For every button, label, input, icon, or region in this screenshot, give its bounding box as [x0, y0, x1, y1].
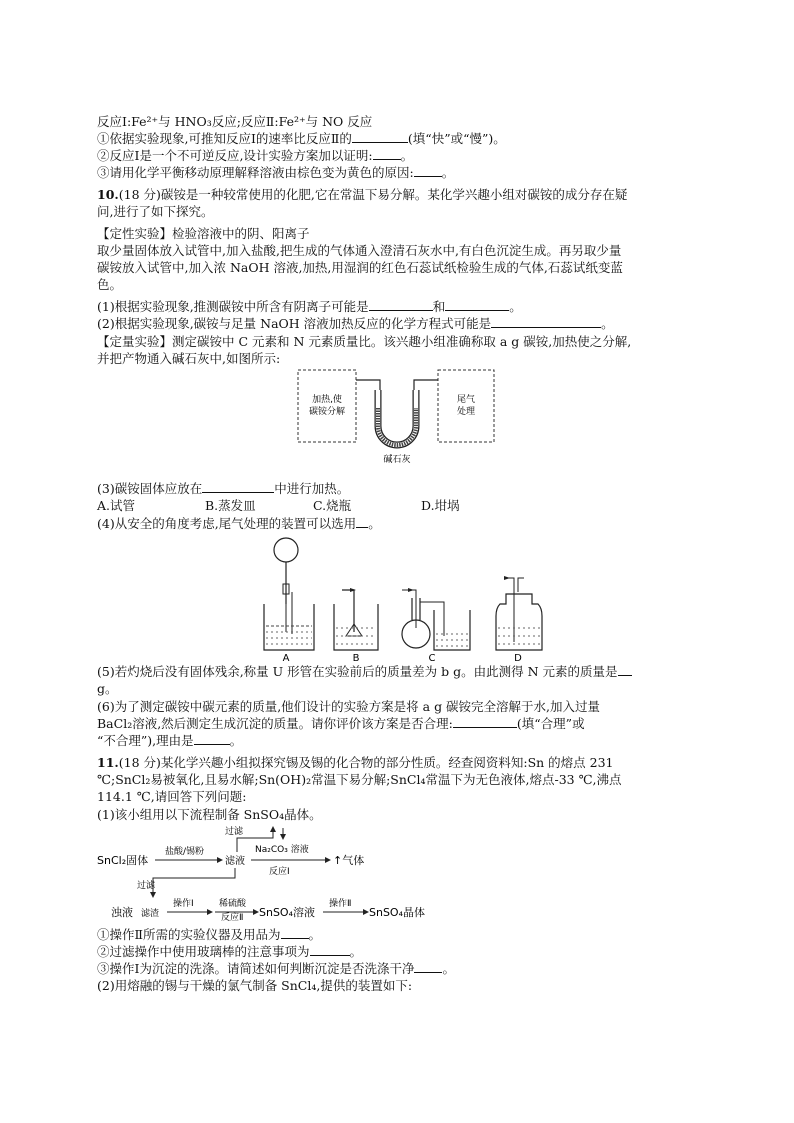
- sub-q2: (2)根据实验现象,碳铵与足量 NaOH 溶液加热反应的化学方程式可能是 。: [97, 316, 614, 331]
- answer-blank[interactable]: [352, 130, 408, 143]
- soda-lime-label: 碱石灰: [383, 455, 411, 465]
- option-d[interactable]: D.坩埚: [421, 498, 460, 513]
- flow-filter-2: 过滤: [137, 881, 156, 891]
- tail-gas-box: [438, 370, 494, 442]
- label-c: C: [428, 653, 436, 662]
- flow-turbid: 浊液: [111, 906, 133, 919]
- answer-blank[interactable]: [369, 298, 433, 311]
- q11-sub-1a: ①操作Ⅱ所需的实验仪器及用品为 。: [97, 927, 322, 942]
- sub-q4: (4)从安全的角度考虑,尾气处理的装置可以选用 。: [97, 516, 381, 531]
- option-b[interactable]: B.蒸发皿: [205, 498, 256, 513]
- sub-q5: (5)若灼烧后没有固体残余,称量 U 形管在实验前后的质量差为 b g。由此测得 N 元素的质量是: [97, 663, 632, 680]
- flow-op-1: 操作Ⅰ: [173, 899, 194, 909]
- answer-blank[interactable]: [356, 515, 368, 528]
- qualitative-text-1: 取少量固体放入试管中,加入盐酸,把生成的气体通入澄清石灰水中,有白色沉淀生成。再另取少量: [97, 243, 622, 258]
- q11-sub-1: (1)该小组用以下流程制备 SnSO₄晶体。: [97, 807, 322, 822]
- label-a: A: [282, 653, 290, 662]
- sub-q3: (3)碳铵固体应放在 中进行加热。: [97, 481, 350, 496]
- tail-gas-label-1: 尾气: [456, 395, 476, 405]
- flow-op-2: 操作Ⅱ: [329, 899, 352, 909]
- q11-sub-1c: ③操作Ⅰ为沉淀的洗涤。请简述如何判断沉淀是否洗涤干净 。: [97, 961, 455, 976]
- sub-q6-cont: BaCl₂溶液,然后测定生成沉淀的质量。请你评价该方案是否合理: (填“合理”或: [97, 716, 585, 731]
- q11-intro: 11.(18 分)某化学兴趣小组拟探究锡及锡的化合物的部分性质。经查阅资料知:Sn 的熔点 231: [97, 755, 614, 770]
- answer-blank[interactable]: [453, 715, 517, 728]
- label-b: B: [352, 653, 360, 662]
- answer-blank[interactable]: [445, 298, 509, 311]
- apparatus-diagram-1: [296, 368, 496, 466]
- flow-chart: [97, 822, 437, 922]
- flow-filtrate: 滤液: [225, 856, 245, 867]
- flow-h2so4: 稀硫酸: [219, 899, 247, 909]
- apparatus-b: [334, 588, 378, 650]
- option-a[interactable]: A.试管: [97, 498, 136, 513]
- q11-intro-3: 114.1 ℃,请回答下列问题:: [97, 789, 247, 804]
- flow-snso4-solution: SnSO₄溶液: [259, 906, 316, 919]
- q10-intro-2: 问,进行了如下探究。: [97, 204, 214, 219]
- flow-na2co3: Na₂CO₃ 溶液: [255, 845, 309, 855]
- flow-acid: 盐酸/锡粉: [165, 847, 205, 857]
- qualitative-heading: 【定性实验】检验溶液中的阴、阳离子: [97, 226, 310, 241]
- q11-sub-2: (2)用熔融的锡与干燥的氯气制备 SnCl₄,提供的装置如下:: [97, 978, 413, 993]
- answer-blank[interactable]: [281, 926, 309, 939]
- flow-residue: 滤渣: [141, 909, 160, 919]
- flow-react-1: 反应Ⅰ: [269, 867, 290, 877]
- sub-q3-options: [97, 497, 529, 514]
- answer-blank[interactable]: [373, 147, 401, 160]
- q11-intro-2: ℃;SnCl₂易被氧化,且易水解;Sn(OH)₂常温下易分解;SnCl₄常温下为无色液体,熔点-33 ℃,沸点: [97, 772, 622, 787]
- q11-sub-1b: ②过滤操作中使用玻璃棒的注意事项为 。: [97, 944, 363, 959]
- answer-blank[interactable]: [310, 943, 350, 956]
- sub-q6-cont-2: “不合理”),理由是 。: [97, 733, 243, 748]
- answer-blank[interactable]: [618, 663, 632, 676]
- flow-solid: SnCl₂固体: [97, 854, 149, 867]
- quantitative-text-1: 【定量实验】测定碳铵中 C 元素和 N 元素质量比。该兴趣小组准确称取 a g 碳铵,加热使之分解,: [97, 334, 632, 349]
- flow-filter-1: 过滤: [225, 827, 244, 837]
- line-q-2: ②反应Ⅰ是一个不可逆反应,设计实验方案加以证明: 。: [97, 148, 414, 163]
- quantitative-text-2: 并把产物通入碱石灰中,如图所示:: [97, 351, 281, 366]
- apparatus-d: [496, 576, 542, 650]
- apparatus-c: [402, 588, 470, 650]
- answer-blank[interactable]: [491, 315, 601, 328]
- sub-q5-cont: g。: [97, 681, 118, 696]
- option-c[interactable]: C.烧瓶: [313, 498, 352, 513]
- answer-blank[interactable]: [414, 164, 442, 177]
- heating-box: [298, 370, 356, 442]
- heating-box-label-2: 碳铵分解: [308, 407, 346, 417]
- line-reaction-def: 反应Ⅰ:Fe²⁺与 HNO₃反应;反应Ⅱ:Fe²⁺与 NO 反应: [97, 114, 373, 129]
- qualitative-text-2: 碳铵放入试管中,加入浓 NaOH 溶液,加热,用湿润的红色石蕊试纸检验生成的气体,石蕊试纸变蓝: [97, 260, 623, 275]
- heating-box-label-1: 加热,使: [312, 395, 342, 405]
- answer-blank[interactable]: [194, 732, 230, 745]
- sub-q1: (1)根据实验现象,推测碳铵中所含有阴离子可能是 和 。: [97, 299, 522, 314]
- line-q-3: ③请用化学平衡移动原理解释溶液由棕色变为黄色的原因: 。: [97, 165, 455, 180]
- tail-gas-label-2: 处理: [456, 407, 476, 417]
- apparatus-a: [264, 538, 314, 650]
- flow-snso4-crystal: SnSO₄晶体: [369, 906, 426, 919]
- flow-react-2: 反应Ⅱ: [221, 913, 244, 922]
- flow-gas: ↑气体: [333, 854, 365, 867]
- label-d: D: [514, 653, 522, 662]
- answer-blank[interactable]: [202, 480, 274, 493]
- sub-q6: (6)为了测定碳铵中碳元素的质量,他们设计的实验方案是将 a g 碳铵完全溶解于水,加入过量: [97, 699, 601, 714]
- q10-intro: 10.(18 分)碳铵是一种较常使用的化肥,它在常温下易分解。某化学兴趣小组对碳铵的成分存在疑: [97, 187, 628, 202]
- answer-blank[interactable]: [414, 960, 442, 973]
- qualitative-text-3: 色。: [97, 277, 123, 292]
- apparatus-diagram-2: [256, 532, 552, 662]
- line-q-1: ①依据实验现象,可推知反应Ⅰ的速率比反应Ⅱ的 (填“快”或“慢”)。: [97, 131, 506, 146]
